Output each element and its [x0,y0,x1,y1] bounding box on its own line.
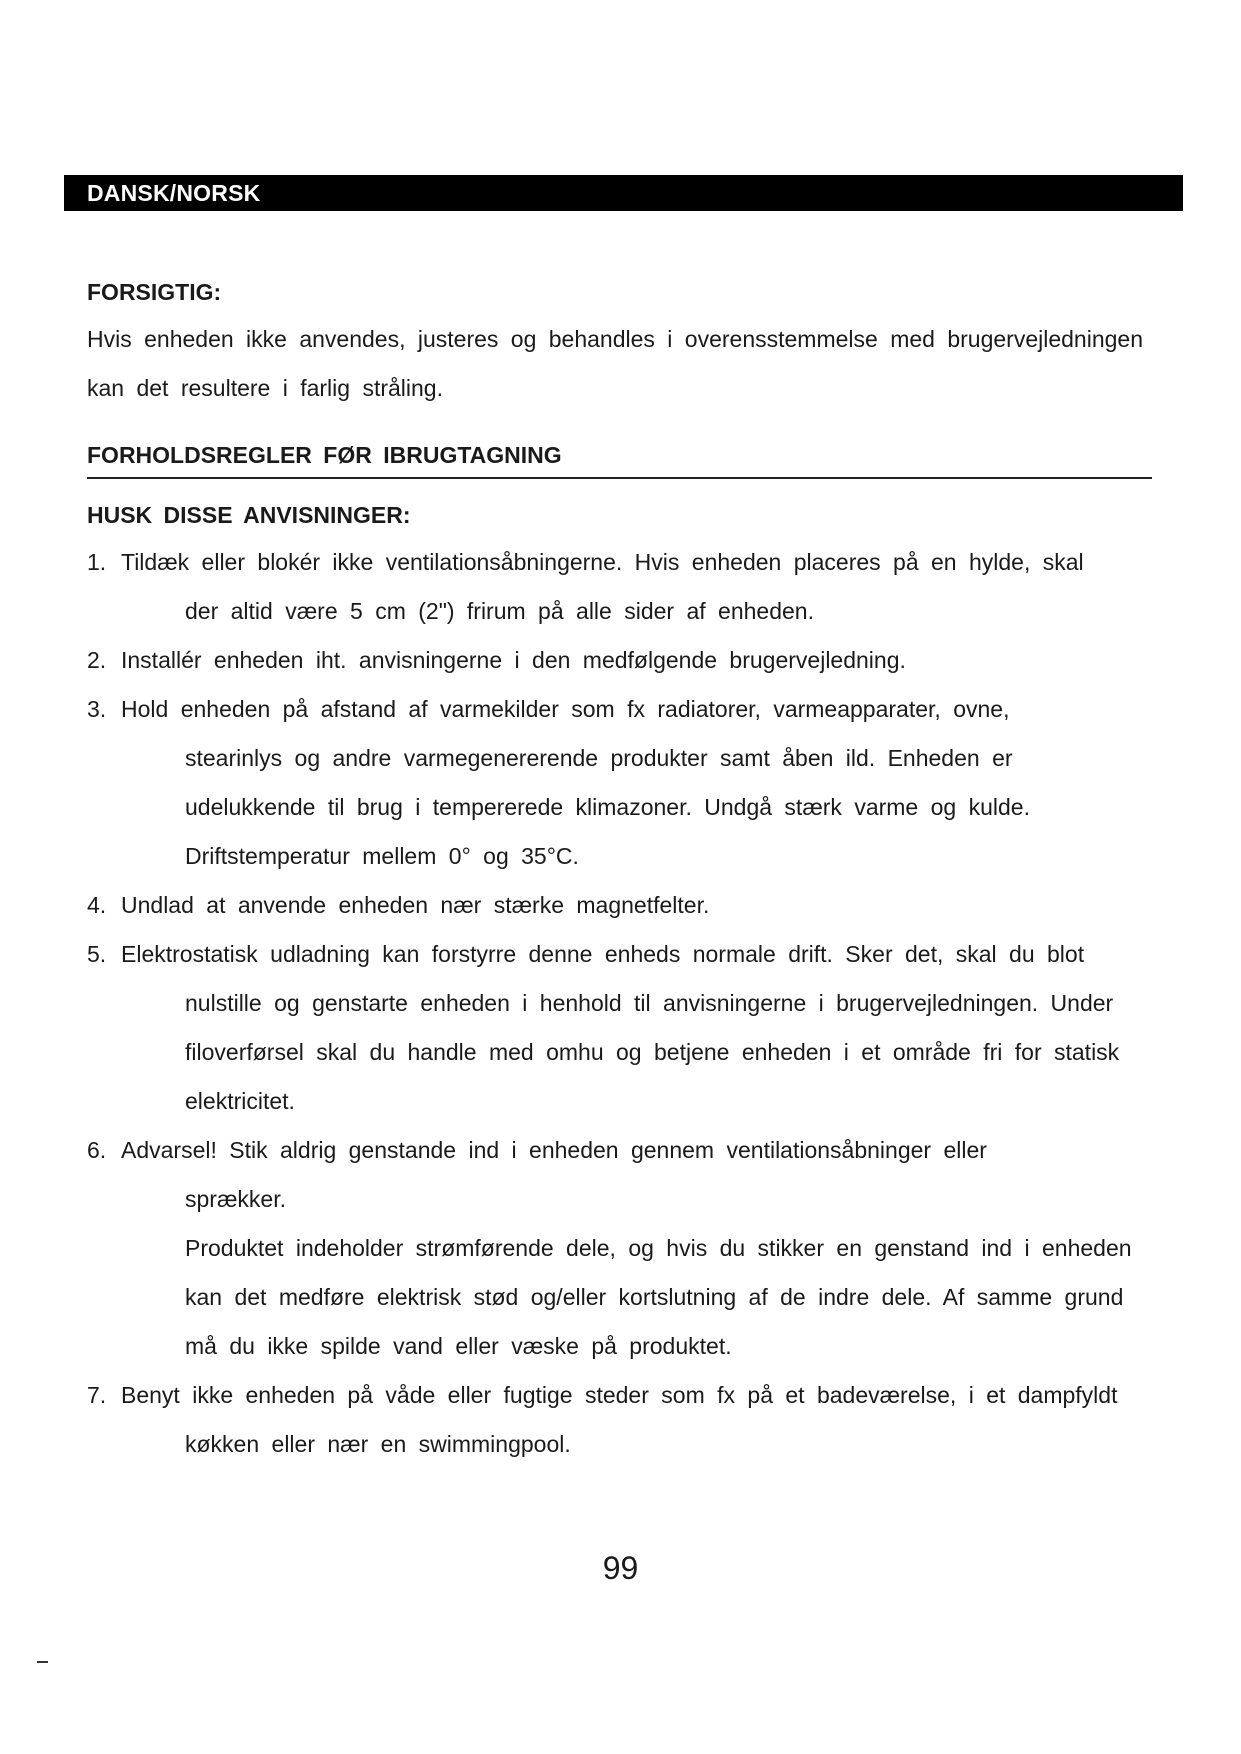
corner-mark [37,1661,48,1663]
item-number: 5. [87,941,107,967]
instruction-item-6 [87,1126,1215,1371]
instruction-item-1 [87,538,1215,636]
item-text [121,538,1215,636]
item-text [121,1126,1215,1371]
item-text-line: køkken eller nær en swimmingpool. [185,1431,571,1457]
instruction-item-2 [87,636,1215,685]
item-text-line: Benyt ikke enheden på våde eller fugtige steder som fx på et badeværelse, i et dampfyldt [121,1382,1118,1408]
item-text-line: Hold enheden på afstand af varmekilder som fx radiatorer, varmeapparater, ovne, [121,696,1010,722]
page-number: 99 [602,1550,639,1586]
item-text [121,1371,1215,1469]
item-number: 2. [87,647,107,673]
item-text-line: Produktet indeholder strømførende dele, og hvis du stikker en genstand ind i enheden [185,1235,1132,1261]
instruction-item-7 [87,1371,1215,1469]
precautions-heading: FORHOLDSREGLER FØR IBRUGTAGNING [87,442,562,468]
manual-content [87,270,1215,1469]
instructions-subheading: HUSK DISSE ANVISNINGER: [87,502,411,528]
item-number: 4. [87,892,107,918]
item-number: 3. [87,696,107,722]
caution-heading: FORSIGTIG: [87,279,222,305]
item-text-line: filoverførsel skal du handle med omhu og betjene enheden i et område fri for statisk [185,1039,1120,1065]
item-text-line: Advarsel! Stik aldrig genstande ind i enheden gennem ventilationsåbninger eller [121,1137,987,1163]
instruction-item-5 [87,930,1215,1126]
instruction-item-4 [87,881,1215,930]
language-label: DANSK/NORSK [87,180,261,206]
caution-text-line: Hvis enheden ikke anvendes, justeres og behandles i overensstemmelse med brugervejledningen [87,326,1143,352]
item-text-line: Elektrostatisk udladning kan forstyrre denne enheds normale drift. Sker det, skal du blot [121,941,1085,967]
item-text-line: må du ikke spilde vand eller væske på produktet. [185,1333,732,1359]
item-text-line: Driftstemperatur mellem 0° og 35°C. [185,843,579,869]
item-text [121,881,1215,930]
item-text-line: elektricitet. [185,1088,295,1114]
language-section-bar [64,175,1183,211]
caution-text-line: kan det resultere i farlig stråling. [87,375,443,401]
item-text [121,636,1215,685]
instruction-item-3 [87,685,1215,881]
heading-divider [87,477,1152,479]
item-text-line: Tildæk eller blokér ikke ventilationsåbningerne. Hvis enheden placeres på en hylde, skal [121,549,1084,575]
item-text-line: nulstille og genstarte enheden i henhold til anvisningerne i brugervejledningen. Under [185,990,1114,1016]
item-number: 1. [87,549,107,575]
item-text [121,930,1215,1126]
item-text [121,685,1215,881]
item-number: 6. [87,1137,107,1163]
item-text-line: Installér enheden iht. anvisningerne i den medfølgende brugervejledning. [121,647,906,673]
item-text-line: sprækker. [185,1186,286,1212]
item-text-line: der altid være 5 cm (2") frirum på alle sider af enheden. [185,598,814,624]
item-text-line: udelukkende til brug i tempererede klimazoner. Undgå stærk varme og kulde. [185,794,1030,820]
item-text-line: stearinlys og andre varmegenererende produkter samt åben ild. Enheden er [185,745,1013,771]
item-number: 7. [87,1382,107,1408]
item-text-line: Undlad at anvende enheden nær stærke magnetfelter. [121,892,710,918]
item-text-line: kan det medføre elektrisk stød og/eller kortslutning af de indre dele. Af samme grund [185,1284,1124,1310]
